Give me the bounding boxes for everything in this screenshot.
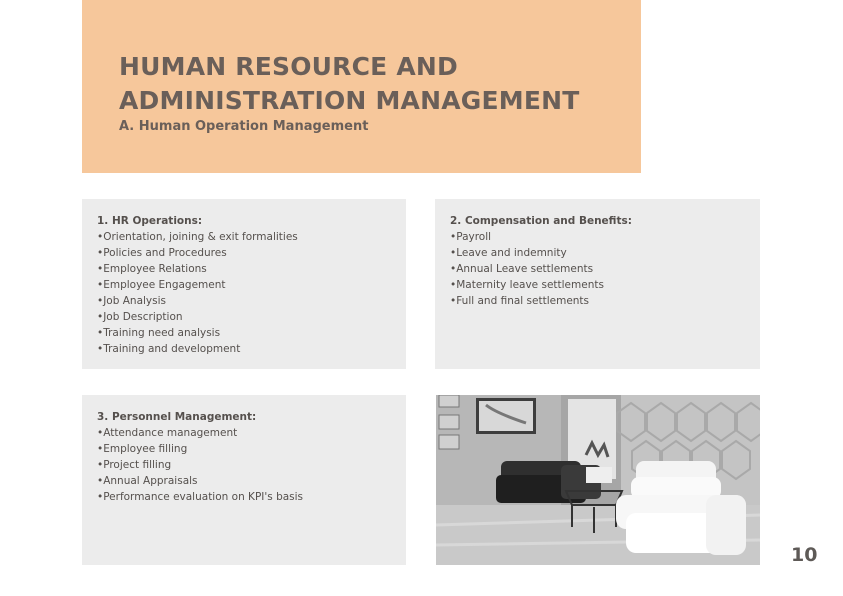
compensation-benefits-list: [450, 229, 760, 309]
title-line-2: ADMINISTRATION MANAGEMENT: [119, 86, 580, 115]
header-banner: [82, 0, 641, 173]
list-item: • Orientation, joining & exit formalities: [97, 229, 406, 245]
page-title: [119, 50, 579, 118]
personnel-management-card: [82, 395, 406, 565]
list-item: • Employee filling: [97, 441, 406, 457]
list-item: • Policies and Procedures: [97, 245, 406, 261]
hr-operations-list: [97, 229, 406, 357]
hr-operations-card: [82, 199, 406, 369]
page-number: 10: [791, 544, 818, 566]
page-subtitle: A. Human Operation Management: [119, 119, 369, 134]
list-item: • Employee Relations: [97, 261, 406, 277]
personnel-management-list: [97, 425, 406, 505]
title-line-1: HUMAN RESOURCE AND: [119, 52, 458, 81]
card-heading: 2. Compensation and Benefits:: [450, 215, 632, 227]
list-item: • Training need analysis: [97, 325, 406, 341]
list-item: • Training and development: [97, 341, 406, 357]
list-item: • Project filling: [97, 457, 406, 473]
list-item: • Annual Leave settlements: [450, 261, 760, 277]
list-item: • Employee Engagement: [97, 277, 406, 293]
list-item: • Attendance management: [97, 425, 406, 441]
list-item: • Leave and indemnity: [450, 245, 760, 261]
list-item: • Annual Appraisals: [97, 473, 406, 489]
list-item: • Performance evaluation on KPI's basis: [97, 489, 406, 505]
list-item: • Payroll: [450, 229, 760, 245]
card-heading: 3. Personnel Management:: [97, 411, 257, 423]
list-item: • Job Analysis: [97, 293, 406, 309]
office-lounge-photo: [436, 395, 760, 565]
list-item: • Job Description: [97, 309, 406, 325]
list-item: • Full and final settlements: [450, 293, 760, 309]
list-item: • Maternity leave settlements: [450, 277, 760, 293]
card-heading: 1. HR Operations:: [97, 215, 203, 227]
compensation-benefits-card: [435, 199, 760, 369]
office-lounge-illustration: [436, 395, 760, 565]
